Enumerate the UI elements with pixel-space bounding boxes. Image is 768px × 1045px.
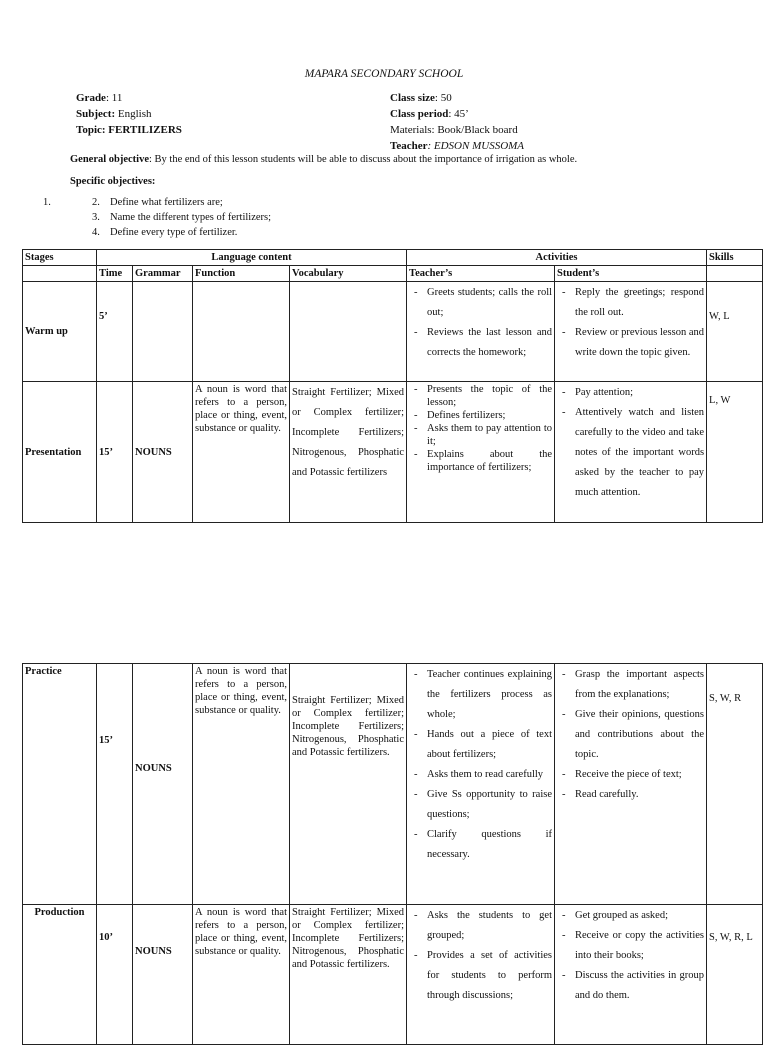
general-objective: General objective: By the end of this lesson students will be able to discuss about the importance of irrigation as whole.	[70, 154, 578, 165]
topic-line: Topic: FERTILIZERS	[76, 124, 182, 136]
stage-cell: Practice	[23, 664, 97, 905]
list-item: - Reviews the last lesson and corrects the homework;	[427, 323, 552, 363]
list-item: - Hands out a piece of text about fertilizers;	[427, 725, 552, 765]
function-cell: A noun is word that refers to a person, place or thing, event, substance or quality.	[193, 382, 290, 523]
header-grammar: Grammar	[133, 266, 193, 282]
teacher-activities-cell	[407, 282, 555, 382]
table-row-practice	[23, 664, 763, 905]
list-item: - Reply the greetings; respond the roll out.	[575, 283, 704, 323]
subject-line: Subject: English	[76, 108, 152, 120]
function-cell: A noun is word that refers to a person, place or thing, event, substance or quality.	[193, 905, 290, 1045]
list-item: - Defines fertilizers;	[427, 409, 552, 422]
grade-line: Grade: 11	[76, 92, 123, 104]
list-item: - Pay attention;	[575, 383, 704, 403]
header-blank	[707, 266, 763, 282]
list-item: - Attentively watch and listen carefully to the video and take notes of the important words asked by the teacher to pay much attention.	[575, 403, 704, 503]
objective-item: 4. Define every type of fertilizer.	[92, 227, 238, 238]
time-cell: 10’	[97, 905, 133, 1045]
header-activities: Activities	[407, 250, 707, 266]
list-item: - Review or previous lesson and write down the topic given.	[575, 323, 704, 363]
specific-objectives-list	[92, 195, 492, 240]
grammar-cell: NOUNS	[133, 905, 193, 1045]
time-cell: 5’	[97, 282, 133, 382]
teacher-activities-cell	[407, 664, 555, 905]
skills-cell: L, W	[707, 382, 763, 523]
skills-cell: S, W, R	[707, 664, 763, 905]
skills-cell: W, L	[707, 282, 763, 382]
stage-cell: Production	[23, 905, 97, 1045]
school-name: MAPARA SECONDARY SCHOOL	[304, 68, 464, 80]
class-size-line: Class size: 50	[390, 92, 452, 104]
list-item: - Receive the piece of text;	[575, 765, 704, 785]
header-teachers: Teacher’s	[407, 266, 555, 282]
materials-line: Materials: Book/Black board	[390, 124, 518, 136]
header-stages: Stages	[23, 250, 97, 266]
header-blank	[23, 266, 97, 282]
vocabulary-cell	[290, 282, 407, 382]
skills-cell: S, W, R, L	[707, 905, 763, 1045]
header-time: Time	[97, 266, 133, 282]
table-row-presentation	[23, 382, 763, 523]
header-skills: Skills	[707, 250, 763, 266]
student-activities-cell	[555, 664, 707, 905]
lesson-plan-table-continued	[22, 663, 763, 1045]
stage-cell: Presentation	[23, 382, 97, 523]
list-item: - Discuss the activities in group and do them.	[575, 966, 704, 1006]
list-item: - Asks the students to get grouped;	[427, 906, 552, 946]
function-cell: A noun is word that refers to a person, place or thing, event, substance or quality.	[193, 664, 290, 905]
teacher-line: Teacher: EDSON MUSSOMA	[390, 140, 525, 152]
grammar-cell	[133, 282, 193, 382]
list-item: - Explains about the importance of fertilizers;	[427, 448, 552, 474]
header-function: Function	[193, 266, 290, 282]
list-item: - Read carefully.	[575, 785, 704, 805]
grammar-cell: NOUNS	[133, 382, 193, 523]
vocabulary-cell: Straight Fertilizer; Mixed or Complex fertilizer; Incomplete Fertilizers; Nitrogenous, Phosphatic and Potassic fertilizers.	[290, 905, 407, 1045]
list-item: - Provides a set of activities for students to perform through discussions;	[427, 946, 552, 1006]
list-item: - Get grouped as asked;	[575, 906, 704, 926]
lesson-plan-table	[22, 249, 763, 523]
student-activities-cell	[555, 282, 707, 382]
header-students: Student’s	[555, 266, 707, 282]
grammar-cell: NOUNS	[133, 664, 193, 905]
list-item: - Give Ss opportunity to raise questions;	[427, 785, 552, 825]
stage-cell: Warm up	[23, 282, 97, 382]
function-cell	[193, 282, 290, 382]
header-language-content: Language content	[97, 250, 407, 266]
lesson-info-left	[76, 90, 336, 138]
list-item: - Teacher continues explaining the fertilizers process as whole;	[427, 665, 552, 725]
teacher-activities-cell	[407, 382, 555, 523]
list-item: - Presents the topic of the lesson;	[427, 383, 552, 409]
list-item: - Clarify questions if necessary.	[427, 825, 552, 865]
list-item: - Receive or copy the activities into their books;	[575, 926, 704, 966]
time-cell: 15’	[97, 664, 133, 905]
list-item: - Asks them to read carefully	[427, 765, 552, 785]
vocabulary-cell: Straight Fertilizer; Mixed or Complex fertilizer; Incomplete Fertilizers; Nitrogenous, Phosphatic and Potassic fertilizers	[290, 382, 407, 523]
outer-number: 1.	[43, 197, 51, 208]
objective-item: 2. Define what fertilizers are;	[92, 197, 223, 208]
list-item: - Give their opinions, questions and contributions about the topic.	[575, 705, 704, 765]
list-item: - Grasp the important aspects from the explanations;	[575, 665, 704, 705]
objective-item: 3. Name the different types of fertilizers;	[92, 212, 272, 223]
time-cell: 15’	[97, 382, 133, 523]
list-item: - Asks them to pay attention to it;	[427, 422, 552, 448]
lesson-info-right	[390, 90, 690, 154]
vocabulary-cell: Straight Fertilizer; Mixed or Complex fertilizer; Incomplete Fertilizers; Nitrogenous, Phosphatic and Potassic fertilizers.	[290, 664, 407, 905]
header-vocabulary: Vocabulary	[290, 266, 407, 282]
class-period-line: Class period: 45’	[390, 108, 469, 120]
specific-objectives-heading: Specific objectives:	[70, 176, 156, 187]
table-row-warmup	[23, 282, 763, 382]
list-item: - Greets students; calls the roll out;	[427, 283, 552, 323]
student-activities-cell	[555, 382, 707, 523]
